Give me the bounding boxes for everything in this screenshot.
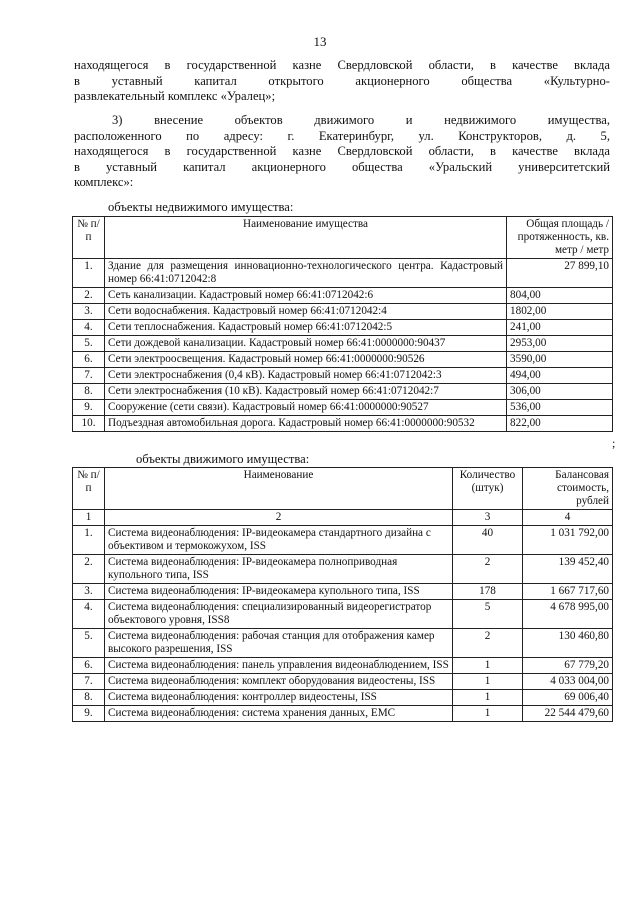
table-row [73,400,613,416]
header-name: Наименование [105,468,453,510]
row-qty: 1 [453,674,523,690]
col-number: 1 [73,510,105,526]
row-name: Здание для размещения инновационно-технологического центра. Кадастровый номер 66:41:0712042:8 [105,259,507,288]
table-row [73,658,613,674]
row-num: 9. [73,400,105,416]
row-num: 8. [73,384,105,400]
trailing-semicolon: ; [612,436,616,450]
row-area: 494,00 [507,368,613,384]
row-qty: 5 [453,600,523,629]
table-row [73,706,613,722]
row-name: Сети теплоснабжения. Кадастровый номер 66:41:0712042:5 [105,320,507,336]
row-num: 3. [73,584,105,600]
row-qty: 178 [453,584,523,600]
row-area: 3590,00 [507,352,613,368]
row-name: Система видеонаблюдения: специализированный видеорегистратор объектового уровня, ISS8 [105,600,453,629]
item3-line: расположенного по адресу: г. Екатеринбург, ул. Конструкторов, д. 5, [74,128,610,143]
row-num: 3. [73,304,105,320]
row-num: 4. [73,320,105,336]
header-num: № п/п [73,468,105,510]
row-num: 1. [73,526,105,555]
row-name: Сеть канализации. Кадастровый номер 66:41:0712042:6 [105,288,507,304]
row-area: 1802,00 [507,304,613,320]
row-name: Сети дождевой канализации. Кадастровый номер 66:41:0000000:90437 [105,336,507,352]
table-header-row [73,217,613,259]
row-qty: 2 [453,629,523,658]
row-area: 804,00 [507,288,613,304]
row-qty: 40 [453,526,523,555]
row-num: 8. [73,690,105,706]
intro-paragraph [74,58,610,105]
header-name: Наименование имущества [105,217,507,259]
page-number: 13 [313,34,327,49]
row-num: 7. [73,674,105,690]
table-row [73,674,613,690]
row-cost: 139 452,40 [523,555,613,584]
table-row [73,304,613,320]
row-area: 306,00 [507,384,613,400]
row-num: 7. [73,368,105,384]
column-number-row [73,510,613,526]
item3-line: в уставный капитал акционерного общества «Уральский университетский [74,159,610,174]
row-name: Система видеонаблюдения: рабочая станция для отображения камер высокого разрешения, ISS [105,629,453,658]
row-area: 241,00 [507,320,613,336]
item3-paragraph [74,113,610,191]
row-area: 27 899,10 [507,259,613,288]
row-name: Система видеонаблюдения: IP-видеокамера стандартного дизайна с объективом и термокожухом, ISS [105,526,453,555]
row-num: 2. [73,288,105,304]
item3-line: 3) внесение объектов движимого и недвижимого имущества, [112,113,610,127]
row-qty: 1 [453,706,523,722]
table-row [73,336,613,352]
movable-table [72,467,613,722]
row-cost: 1 031 792,00 [523,526,613,555]
col-number: 2 [105,510,453,526]
row-name: Сооружение (сети связи). Кадастровый номер 66:41:0000000:90527 [105,400,507,416]
item3-line: комплекс»: [74,175,134,190]
col-number: 3 [453,510,523,526]
table-row [73,352,613,368]
row-cost: 1 667 717,60 [523,584,613,600]
row-area: 2953,00 [507,336,613,352]
movable-caption: объекты движимого имущества: [136,452,310,466]
row-name: Система видеонаблюдения: IP-видеокамера купольного типа, ISS [105,584,453,600]
table-row [73,584,613,600]
intro-line: в уставный капитал открытого акционерного общества «Культурно- [74,73,610,88]
row-name: Система видеонаблюдения: IP-видеокамера полноприводная купольного типа, ISS [105,555,453,584]
table-row [73,288,613,304]
row-num: 1. [73,259,105,288]
table-row [73,690,613,706]
row-num: 5. [73,629,105,658]
row-num: 6. [73,658,105,674]
row-cost: 22 544 479,60 [523,706,613,722]
item3-line: находящегося в государственной казне Свердловской области, в качестве вклада [74,144,610,159]
row-name: Система видеонаблюдения: система хранения данных, EMC [105,706,453,722]
row-qty: 2 [453,555,523,584]
row-name: Сети электроснабжения (10 кВ). Кадастровый номер 66:41:0712042:7 [105,384,507,400]
header-num: № п/п [73,217,105,259]
header-qty: Количество (штук) [453,468,523,510]
row-name: Система видеонаблюдения: комплект оборудования видеостены, ISS [105,674,453,690]
row-area: 822,00 [507,416,613,432]
col-number: 4 [523,510,613,526]
row-name: Подъездная автомобильная дорога. Кадастровый номер 66:41:0000000:90532 [105,416,507,432]
row-num: 2. [73,555,105,584]
table-row [73,526,613,555]
intro-line: находящегося в государственной казне Свердловской области, в качестве вклада [74,58,610,72]
row-name: Сети водоснабжения. Кадастровый номер 66:41:0712042:4 [105,304,507,320]
table-row [73,555,613,584]
header-cost: Балансовая стоимость, рублей [523,468,613,510]
row-cost: 4 678 995,00 [523,600,613,629]
table-row [73,629,613,658]
row-qty: 1 [453,658,523,674]
row-cost: 130 460,80 [523,629,613,658]
row-num: 4. [73,600,105,629]
table-row [73,259,613,288]
real-estate-caption: объекты недвижимого имущества: [108,200,294,214]
intro-line: развлекательный комплекс «Уралец»; [74,89,276,104]
row-name: Система видеонаблюдения: панель управления видеонаблюдением, ISS [105,658,453,674]
row-cost: 4 033 004,00 [523,674,613,690]
row-name: Система видеонаблюдения: контроллер видеостены, ISS [105,690,453,706]
table-header-row [73,468,613,510]
table-row [73,600,613,629]
row-qty: 1 [453,690,523,706]
row-name: Сети электроснабжения (0,4 кВ). Кадастровый номер 66:41:0712042:3 [105,368,507,384]
row-num: 5. [73,336,105,352]
row-cost: 69 006,40 [523,690,613,706]
row-area: 536,00 [507,400,613,416]
row-num: 10. [73,416,105,432]
row-cost: 67 779,20 [523,658,613,674]
table-row [73,384,613,400]
real-estate-table [72,216,613,432]
row-num: 6. [73,352,105,368]
table-row [73,416,613,432]
row-name: Сети электроосвещения. Кадастровый номер 66:41:0000000:90526 [105,352,507,368]
row-num: 9. [73,706,105,722]
table-row [73,320,613,336]
table-row [73,368,613,384]
header-area: Общая площадь / протяженность, кв. метр / метр [507,217,613,259]
